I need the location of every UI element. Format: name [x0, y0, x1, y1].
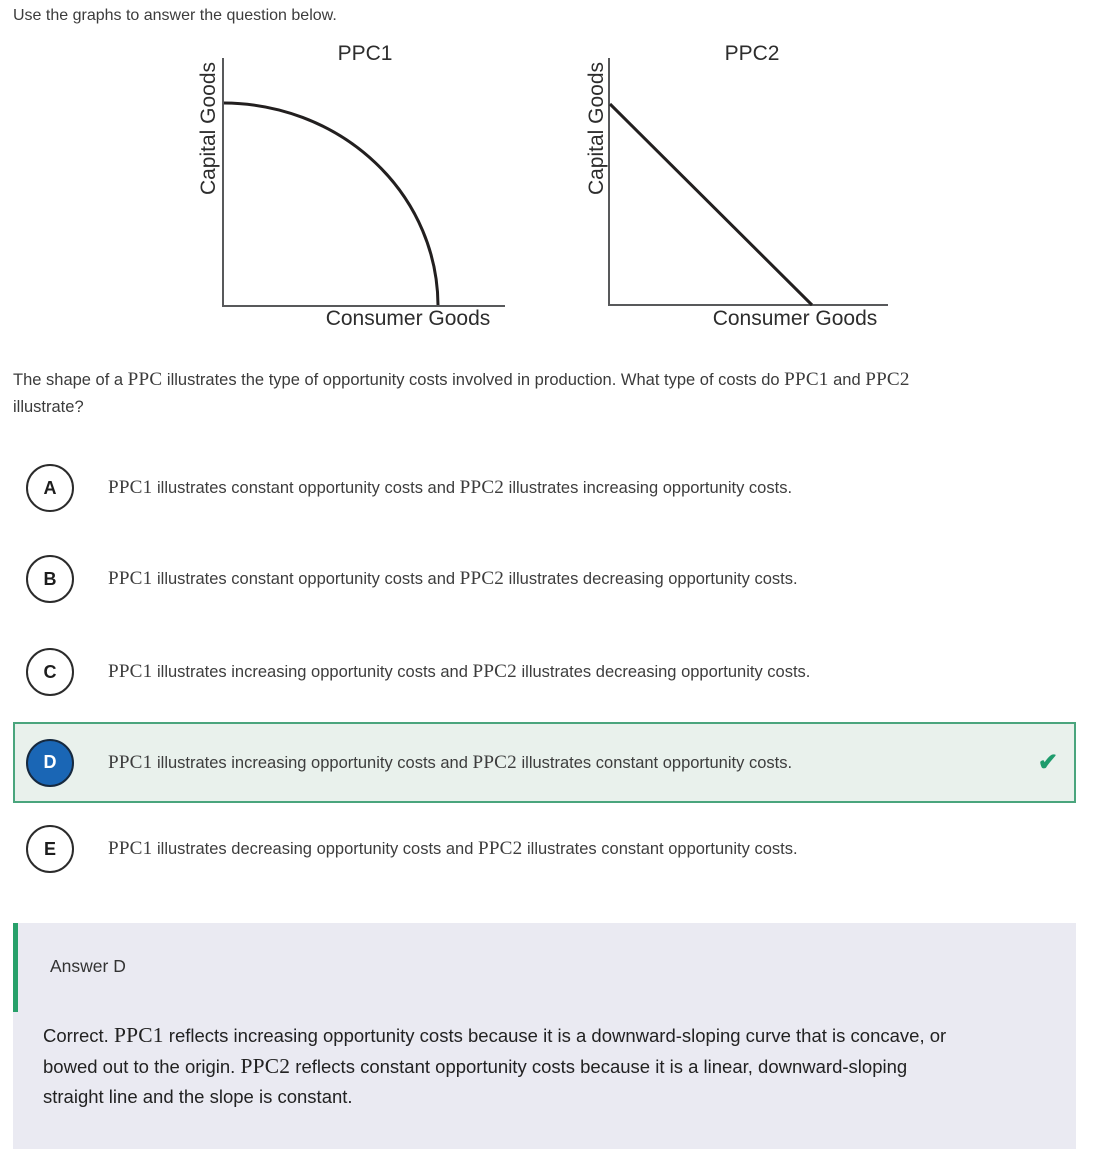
ppc1-x-axis-label: Consumer Goods — [325, 307, 491, 330]
ppc2-y-axis-label: Capital Goods — [585, 61, 608, 196]
option-a[interactable] — [13, 464, 1076, 512]
option-c-badge: C — [26, 648, 74, 696]
option-e[interactable] — [13, 825, 1076, 873]
option-d-badge: D — [26, 739, 74, 787]
ppc2-title: PPC2 — [724, 42, 780, 65]
option-d-selected-correct[interactable] — [13, 722, 1076, 803]
option-b-badge: B — [26, 555, 74, 603]
answer-box — [13, 923, 1076, 1149]
explanation-line-2: bowed out to the origin. PPC2 reflects constant opportunity costs because it is a linear, downward-sloping — [43, 1054, 908, 1078]
option-b-text: PPC1 illustrates constant opportunity costs and PPC2 illustrates decreasing opportunity costs. — [108, 568, 798, 589]
option-c-text: PPC1 illustrates increasing opportunity costs and PPC2 illustrates decreasing opportunity costs. — [108, 661, 811, 682]
ppc2-x-axis-label: Consumer Goods — [712, 307, 878, 330]
option-a-badge: A — [26, 464, 74, 512]
option-e-badge: E — [26, 825, 74, 873]
option-e-text: PPC1 illustrates decreasing opportunity costs and PPC2 illustrates constant opportunity costs. — [108, 838, 798, 859]
explanation-line-3: straight line and the slope is constant. — [43, 1086, 353, 1107]
question-text — [13, 366, 910, 421]
ppc2-graph — [560, 40, 900, 340]
answer-explanation — [43, 1020, 946, 1112]
answer-heading: Answer D — [50, 956, 126, 976]
option-c[interactable] — [13, 648, 1076, 696]
option-b[interactable] — [13, 555, 1076, 603]
instruction-text: Use the graphs to answer the question below. — [13, 7, 337, 24]
option-d-text: PPC1 illustrates increasing opportunity costs and PPC2 illustrates constant opportunity costs. — [108, 751, 793, 773]
question-line-2: illustrate? — [13, 398, 84, 416]
option-a-text: PPC1 illustrates constant opportunity costs and PPC2 illustrates increasing opportunity costs. — [108, 477, 793, 498]
correct-check-icon: ✔ — [1037, 748, 1058, 776]
ppc1-title: PPC1 — [337, 42, 393, 65]
question-line-1: The shape of a PPC illustrates the type of opportunity costs involved in production. What type of costs do PPC1 and PPC2 — [13, 369, 910, 390]
ppc1-y-axis-label: Capital Goods — [197, 61, 220, 196]
ppc2-line — [610, 104, 812, 305]
answer-accent-bar — [13, 923, 18, 1012]
explanation-line-1: Correct. PPC1 reflects increasing opportunity costs because it is a downward-sloping curve that is concave, or — [43, 1023, 947, 1047]
ppc1-graph — [180, 40, 520, 340]
ppc1-curve — [224, 103, 438, 305]
